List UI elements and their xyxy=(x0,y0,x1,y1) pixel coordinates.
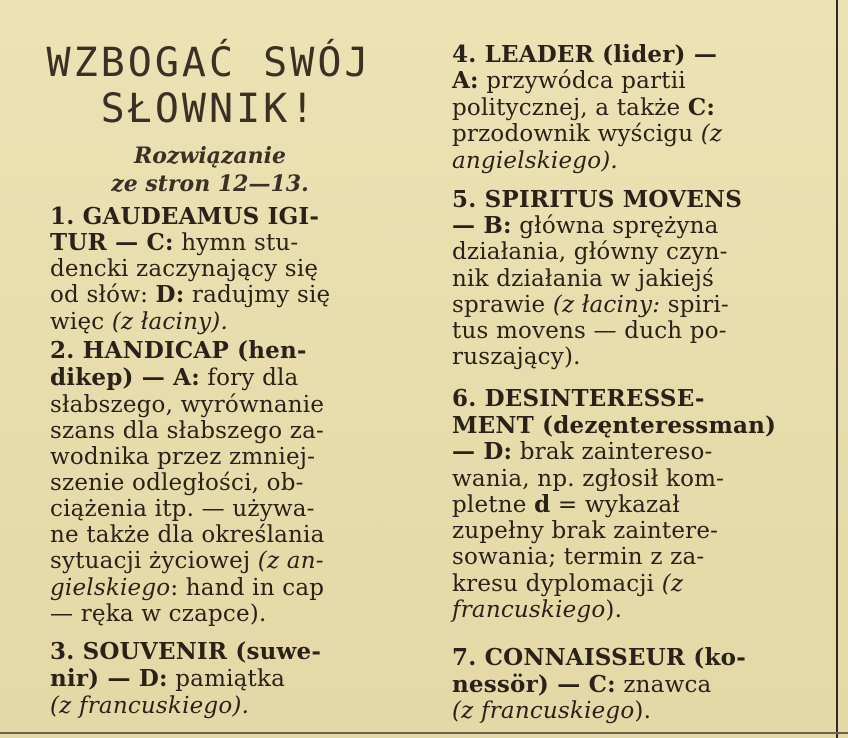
text-line xyxy=(452,239,728,265)
text-run: (z an- xyxy=(257,548,324,574)
text-run: słabszego, wyrównanie xyxy=(50,392,325,418)
subtitle-line-2: ze stron 12—13. xyxy=(111,171,309,197)
article-title-line-1: WZBOGAĆ SWÓJ xyxy=(46,40,372,86)
text-run: znawca xyxy=(615,672,712,698)
text-run: radujmy się xyxy=(184,282,331,308)
text-line xyxy=(452,645,746,671)
text-line xyxy=(452,518,718,544)
text-line xyxy=(50,522,325,548)
text-run: ciążenia itp. — używa- xyxy=(50,496,315,522)
text-line xyxy=(50,392,324,418)
text-run: sowania; termin z za- xyxy=(452,544,705,570)
text-run: dencki zaczynający się xyxy=(50,256,319,282)
text-run: angielskiego). xyxy=(452,148,618,174)
text-run: MENT (dezęnteressman) xyxy=(452,412,777,439)
text-run: gielskiego xyxy=(50,575,171,601)
text-run: ). xyxy=(605,597,623,623)
text-line xyxy=(452,121,722,147)
text-run: ruszający). xyxy=(452,344,581,370)
text-run: sytuacji życiowej xyxy=(50,548,258,574)
text-line xyxy=(452,266,714,292)
subtitle-line-1: Rozwiązanie xyxy=(133,143,287,169)
text-line xyxy=(50,338,307,364)
text-run: pletne xyxy=(452,492,535,518)
text-line xyxy=(50,601,267,627)
text-line xyxy=(452,187,742,213)
text-run: d xyxy=(534,491,551,518)
text-run: C: xyxy=(687,94,716,121)
text-line xyxy=(452,213,719,239)
text-run: nessör) — C: xyxy=(452,671,616,698)
text-run: (z łaciny: xyxy=(552,292,661,318)
column-divider-line xyxy=(836,0,838,738)
text-line xyxy=(452,318,727,344)
text-run: tus movens — duch po- xyxy=(452,318,727,344)
text-run: wania, np. zgłosił kom- xyxy=(452,466,725,492)
text-run: : hand in cap xyxy=(170,575,325,601)
text-line xyxy=(50,282,330,308)
left-column xyxy=(0,0,420,738)
text-run: (z francuskiego xyxy=(452,698,635,724)
text-run: nir) — D: xyxy=(50,665,168,692)
text-run: — D: xyxy=(452,438,513,465)
text-line xyxy=(50,230,298,256)
text-run: brak zaintereso- xyxy=(512,439,713,465)
bottom-border-line xyxy=(0,732,848,734)
text-line xyxy=(452,68,686,94)
text-run: politycznej, a także xyxy=(452,95,688,121)
text-run: ne także dla określania xyxy=(50,522,325,548)
text-run: 4. LEADER (lider) — xyxy=(452,41,718,68)
text-run: działania, główny czyn- xyxy=(452,239,728,265)
text-run: (z francuskiego). xyxy=(50,693,250,719)
text-line xyxy=(50,470,304,496)
text-line xyxy=(50,309,228,335)
text-run: 7. CONNAISSEUR (ko- xyxy=(452,644,746,671)
text-line xyxy=(50,444,315,470)
text-run: A: xyxy=(452,67,479,94)
text-run: D: xyxy=(155,281,185,308)
text-line xyxy=(452,95,715,121)
text-line xyxy=(452,492,680,518)
text-run: 1. GAUDEAMUS IGI- xyxy=(50,203,320,230)
text-run: = wykazał xyxy=(550,492,680,518)
text-line xyxy=(50,418,324,444)
text-run: szans dla słabszego za- xyxy=(50,418,324,444)
text-run: (z xyxy=(700,121,723,147)
text-run: główna sprężyna xyxy=(511,213,719,239)
text-run: wodnika przez zmniej- xyxy=(50,444,316,470)
text-run: przodownik wyścigu xyxy=(452,121,701,147)
text-run: 2. HANDICAP (hen- xyxy=(50,337,307,364)
text-run: więc xyxy=(50,309,112,335)
text-run: ). xyxy=(634,698,652,724)
text-run: francuskiego xyxy=(452,597,606,623)
text-line xyxy=(452,544,704,570)
text-run: fory dla xyxy=(199,365,299,391)
text-line xyxy=(452,344,581,370)
text-run: kresu dyplomacji xyxy=(452,571,662,597)
text-line xyxy=(452,386,705,412)
text-line xyxy=(452,672,711,698)
text-line xyxy=(452,698,651,724)
text-line xyxy=(50,639,321,665)
text-run: nik działania w jakiejś xyxy=(452,266,714,292)
text-line xyxy=(50,365,298,391)
text-line xyxy=(50,666,285,692)
text-run: TUR — C: xyxy=(50,229,174,256)
text-line xyxy=(452,413,776,439)
right-column xyxy=(440,0,835,738)
text-line xyxy=(50,693,249,719)
text-line xyxy=(452,571,683,597)
text-run: 6. DESINTERESSE- xyxy=(452,385,705,412)
text-run: szenie odległości, ob- xyxy=(50,470,304,496)
text-line xyxy=(50,575,324,601)
text-line xyxy=(452,597,622,623)
text-run: (z xyxy=(661,571,684,597)
text-line xyxy=(452,148,618,174)
text-run: hymn stu- xyxy=(173,230,299,256)
text-line xyxy=(452,42,717,68)
text-line xyxy=(452,292,729,318)
text-run: zupełny brak zaintere- xyxy=(452,518,719,544)
text-line xyxy=(50,548,324,574)
text-line xyxy=(452,466,724,492)
text-run: (z łaciny). xyxy=(111,309,228,335)
text-run: spiri- xyxy=(660,292,729,318)
article-title-line-2: SŁOWNIK! xyxy=(100,86,318,132)
text-line xyxy=(50,256,318,282)
text-run: — B: xyxy=(452,212,512,239)
text-run: dikep) — A: xyxy=(50,364,200,391)
text-line xyxy=(50,496,315,522)
text-run: — ręka w czapce). xyxy=(50,601,267,627)
text-line xyxy=(50,204,319,230)
text-run: 3. SOUVENIR (suwe- xyxy=(50,638,322,665)
text-run: 5. SPIRITUS MOVENS xyxy=(452,186,743,213)
text-run: pamiątka xyxy=(167,666,286,692)
text-run: od słów: xyxy=(50,282,156,308)
text-run: sprawie xyxy=(452,292,553,318)
text-line xyxy=(452,439,713,465)
text-run: przywódca partii xyxy=(478,68,686,94)
